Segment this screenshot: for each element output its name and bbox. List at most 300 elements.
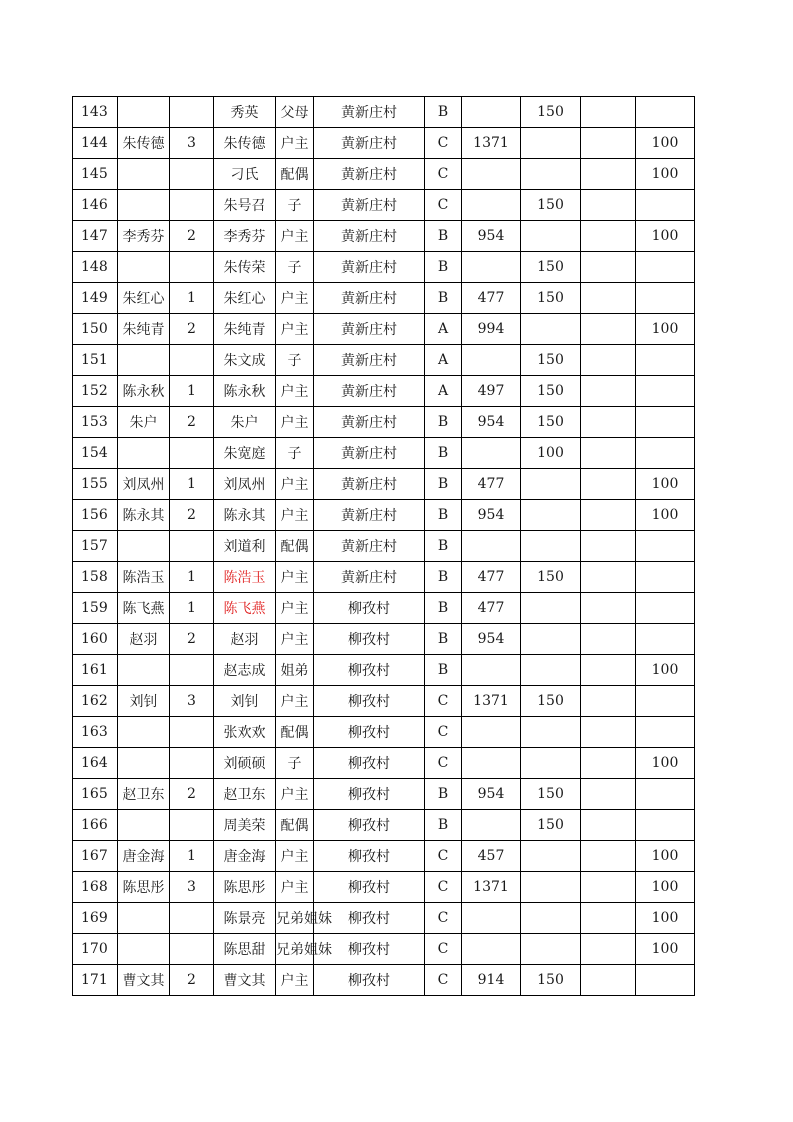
village-cell: 黄新庄村 <box>314 190 425 221</box>
grade-cell: C <box>425 717 462 748</box>
relationship-cell: 户主 <box>276 128 314 159</box>
member-name-cell: 唐金海 <box>214 841 276 872</box>
subsidy-150-cell: 150 <box>521 810 581 841</box>
subsidy-100-cell <box>636 965 695 996</box>
column-10-cell <box>581 190 636 221</box>
row-number-cell: 159 <box>73 593 118 624</box>
household-head-cell: 赵卫东 <box>118 779 170 810</box>
subsidy-100-cell: 100 <box>636 748 695 779</box>
amount-cell: 477 <box>462 593 521 624</box>
member-name-cell: 赵卫东 <box>214 779 276 810</box>
subsidy-100-cell <box>636 593 695 624</box>
row-number-cell: 145 <box>73 159 118 190</box>
member-count-cell <box>170 655 214 686</box>
table-row <box>73 469 695 500</box>
grade-cell: B <box>425 624 462 655</box>
household-head-cell <box>118 97 170 128</box>
member-count-cell: 2 <box>170 965 214 996</box>
row-number-cell: 170 <box>73 934 118 965</box>
subsidy-100-cell <box>636 438 695 469</box>
subsidy-100-cell: 100 <box>636 903 695 934</box>
amount-cell: 477 <box>462 283 521 314</box>
member-name-cell: 刘道利 <box>214 531 276 562</box>
member-name-cell: 刁氏 <box>214 159 276 190</box>
amount-cell <box>462 97 521 128</box>
grade-cell: B <box>425 531 462 562</box>
member-name-cell: 赵志成 <box>214 655 276 686</box>
column-10-cell <box>581 221 636 252</box>
column-10-cell <box>581 748 636 779</box>
household-head-cell: 刘钊 <box>118 686 170 717</box>
grade-cell: B <box>425 438 462 469</box>
subsidy-100-cell <box>636 97 695 128</box>
household-head-cell: 朱户 <box>118 407 170 438</box>
village-cell: 黄新庄村 <box>314 159 425 190</box>
member-count-cell: 3 <box>170 686 214 717</box>
relationship-cell: 户主 <box>276 407 314 438</box>
row-number-cell: 168 <box>73 872 118 903</box>
table-row <box>73 841 695 872</box>
column-10-cell <box>581 438 636 469</box>
subsidy-100-cell <box>636 283 695 314</box>
column-10-cell <box>581 562 636 593</box>
table-row <box>73 97 695 128</box>
village-cell: 柳孜村 <box>314 965 425 996</box>
relationship-cell: 户主 <box>276 469 314 500</box>
table-row <box>73 221 695 252</box>
table-row <box>73 965 695 996</box>
subsidy-150-cell <box>521 717 581 748</box>
household-head-cell <box>118 655 170 686</box>
subsidy-150-cell <box>521 748 581 779</box>
village-cell: 黄新庄村 <box>314 531 425 562</box>
subsidy-100-cell: 100 <box>636 469 695 500</box>
row-number-cell: 155 <box>73 469 118 500</box>
table-row <box>73 500 695 531</box>
member-count-cell: 2 <box>170 221 214 252</box>
member-count-cell: 1 <box>170 283 214 314</box>
table-row <box>73 314 695 345</box>
grade-cell: C <box>425 748 462 779</box>
subsidy-150-cell: 150 <box>521 97 581 128</box>
subsidy-100-cell: 100 <box>636 159 695 190</box>
amount-cell <box>462 252 521 283</box>
table-row <box>73 717 695 748</box>
village-cell: 黄新庄村 <box>314 376 425 407</box>
row-number-cell: 166 <box>73 810 118 841</box>
village-cell: 黄新庄村 <box>314 407 425 438</box>
table-row <box>73 934 695 965</box>
relationship-cell: 户主 <box>276 686 314 717</box>
village-cell: 柳孜村 <box>314 903 425 934</box>
village-cell: 黄新庄村 <box>314 345 425 376</box>
amount-cell <box>462 655 521 686</box>
row-number-cell: 152 <box>73 376 118 407</box>
table-row <box>73 407 695 438</box>
subsidy-100-cell: 100 <box>636 128 695 159</box>
grade-cell: C <box>425 965 462 996</box>
subsidy-100-cell: 100 <box>636 934 695 965</box>
table-row <box>73 562 695 593</box>
table-row <box>73 438 695 469</box>
subsidy-150-cell: 150 <box>521 686 581 717</box>
row-number-cell: 158 <box>73 562 118 593</box>
subsidy-150-cell <box>521 500 581 531</box>
household-head-cell: 朱传德 <box>118 128 170 159</box>
member-name-cell: 朱号召 <box>214 190 276 221</box>
row-number-cell: 169 <box>73 903 118 934</box>
amount-cell <box>462 717 521 748</box>
row-number-cell: 165 <box>73 779 118 810</box>
household-head-cell <box>118 903 170 934</box>
member-name-cell: 刘凤州 <box>214 469 276 500</box>
relationship-cell: 户主 <box>276 624 314 655</box>
member-name-cell: 朱宽庭 <box>214 438 276 469</box>
subsidy-150-cell <box>521 159 581 190</box>
amount-cell <box>462 438 521 469</box>
subsidy-100-cell <box>636 407 695 438</box>
member-count-cell: 2 <box>170 779 214 810</box>
member-count-cell <box>170 345 214 376</box>
column-10-cell <box>581 655 636 686</box>
member-count-cell: 1 <box>170 593 214 624</box>
grade-cell: A <box>425 376 462 407</box>
table-row <box>73 903 695 934</box>
village-cell: 黄新庄村 <box>314 97 425 128</box>
subsidy-150-cell: 150 <box>521 407 581 438</box>
column-10-cell <box>581 252 636 283</box>
amount-cell <box>462 159 521 190</box>
amount-cell <box>462 345 521 376</box>
household-table <box>72 96 695 996</box>
column-10-cell <box>581 531 636 562</box>
row-number-cell: 156 <box>73 500 118 531</box>
relationship-cell: 户主 <box>276 779 314 810</box>
table-row <box>73 252 695 283</box>
column-10-cell <box>581 593 636 624</box>
grade-cell: B <box>425 283 462 314</box>
column-10-cell <box>581 500 636 531</box>
amount-cell: 457 <box>462 841 521 872</box>
member-name-cell: 陈永秋 <box>214 376 276 407</box>
grade-cell: B <box>425 562 462 593</box>
grade-cell: B <box>425 779 462 810</box>
relationship-cell: 配偶 <box>276 810 314 841</box>
row-number-cell: 146 <box>73 190 118 221</box>
member-count-cell: 3 <box>170 872 214 903</box>
subsidy-150-cell <box>521 872 581 903</box>
table-row <box>73 810 695 841</box>
column-10-cell <box>581 810 636 841</box>
relationship-cell: 户主 <box>276 841 314 872</box>
relationship-cell: 户主 <box>276 376 314 407</box>
grade-cell: C <box>425 841 462 872</box>
row-number-cell: 167 <box>73 841 118 872</box>
member-name-cell: 朱传德 <box>214 128 276 159</box>
village-cell: 柳孜村 <box>314 934 425 965</box>
subsidy-150-cell: 100 <box>521 438 581 469</box>
row-number-cell: 150 <box>73 314 118 345</box>
row-number-cell: 154 <box>73 438 118 469</box>
member-name-cell: 刘硕硕 <box>214 748 276 779</box>
subsidy-150-cell <box>521 221 581 252</box>
grade-cell: B <box>425 252 462 283</box>
table-row <box>73 655 695 686</box>
relationship-cell: 户主 <box>276 314 314 345</box>
village-cell: 黄新庄村 <box>314 283 425 314</box>
table-row <box>73 624 695 655</box>
row-number-cell: 157 <box>73 531 118 562</box>
column-10-cell <box>581 686 636 717</box>
subsidy-150-cell <box>521 314 581 345</box>
relationship-cell: 配偶 <box>276 531 314 562</box>
member-name-cell: 周美荣 <box>214 810 276 841</box>
subsidy-100-cell <box>636 190 695 221</box>
household-head-cell <box>118 748 170 779</box>
amount-cell <box>462 810 521 841</box>
amount-cell <box>462 903 521 934</box>
amount-cell: 1371 <box>462 128 521 159</box>
table-row <box>73 686 695 717</box>
column-10-cell <box>581 407 636 438</box>
row-number-cell: 160 <box>73 624 118 655</box>
amount-cell: 497 <box>462 376 521 407</box>
subsidy-150-cell <box>521 841 581 872</box>
member-name-cell: 曹文其 <box>214 965 276 996</box>
subsidy-150-cell <box>521 593 581 624</box>
relationship-cell: 配偶 <box>276 159 314 190</box>
amount-cell <box>462 934 521 965</box>
subsidy-100-cell: 100 <box>636 841 695 872</box>
column-10-cell <box>581 376 636 407</box>
member-name-cell: 陈永其 <box>214 500 276 531</box>
amount-cell: 954 <box>462 221 521 252</box>
amount-cell <box>462 190 521 221</box>
table-row <box>73 593 695 624</box>
relationship-cell: 子 <box>276 748 314 779</box>
member-name-cell: 陈思甜 <box>214 934 276 965</box>
row-number-cell: 151 <box>73 345 118 376</box>
amount-cell <box>462 748 521 779</box>
relationship-cell: 子 <box>276 190 314 221</box>
member-count-cell <box>170 903 214 934</box>
row-number-cell: 143 <box>73 97 118 128</box>
member-name-cell: 朱红心 <box>214 283 276 314</box>
column-10-cell <box>581 345 636 376</box>
household-head-cell: 李秀芬 <box>118 221 170 252</box>
household-head-cell <box>118 438 170 469</box>
member-name-cell: 陈浩玉 <box>214 562 276 593</box>
amount-cell <box>462 531 521 562</box>
amount-cell: 914 <box>462 965 521 996</box>
column-10-cell <box>581 717 636 748</box>
member-count-cell: 1 <box>170 469 214 500</box>
household-head-cell: 陈飞燕 <box>118 593 170 624</box>
column-10-cell <box>581 934 636 965</box>
member-count-cell: 3 <box>170 128 214 159</box>
grade-cell: C <box>425 159 462 190</box>
column-10-cell <box>581 903 636 934</box>
grade-cell: B <box>425 221 462 252</box>
subsidy-100-cell <box>636 686 695 717</box>
grade-cell: B <box>425 97 462 128</box>
grade-cell: B <box>425 593 462 624</box>
relationship-cell: 户主 <box>276 500 314 531</box>
household-head-cell: 朱纯青 <box>118 314 170 345</box>
member-name-cell: 朱户 <box>214 407 276 438</box>
subsidy-150-cell: 150 <box>521 190 581 221</box>
member-name-cell: 赵羽 <box>214 624 276 655</box>
household-head-cell <box>118 190 170 221</box>
table-row <box>73 872 695 903</box>
household-head-cell: 陈永其 <box>118 500 170 531</box>
grade-cell: B <box>425 407 462 438</box>
member-count-cell <box>170 97 214 128</box>
subsidy-150-cell: 150 <box>521 345 581 376</box>
row-number-cell: 147 <box>73 221 118 252</box>
grade-cell: A <box>425 345 462 376</box>
member-count-cell <box>170 190 214 221</box>
member-name-cell: 朱传荣 <box>214 252 276 283</box>
column-10-cell <box>581 97 636 128</box>
column-10-cell <box>581 159 636 190</box>
subsidy-100-cell <box>636 531 695 562</box>
village-cell: 黄新庄村 <box>314 438 425 469</box>
column-10-cell <box>581 841 636 872</box>
member-name-cell: 陈景亮 <box>214 903 276 934</box>
subsidy-100-cell <box>636 376 695 407</box>
amount-cell: 1371 <box>462 686 521 717</box>
member-count-cell <box>170 531 214 562</box>
relationship-cell: 户主 <box>276 283 314 314</box>
subsidy-100-cell: 100 <box>636 655 695 686</box>
member-name-cell: 陈思彤 <box>214 872 276 903</box>
relationship-cell: 姐弟 <box>276 655 314 686</box>
subsidy-150-cell: 150 <box>521 965 581 996</box>
subsidy-150-cell: 150 <box>521 376 581 407</box>
subsidy-150-cell <box>521 624 581 655</box>
grade-cell: A <box>425 314 462 345</box>
village-cell: 黄新庄村 <box>314 314 425 345</box>
column-10-cell <box>581 872 636 903</box>
household-head-cell: 陈浩玉 <box>118 562 170 593</box>
village-cell: 柳孜村 <box>314 872 425 903</box>
row-number-cell: 144 <box>73 128 118 159</box>
subsidy-100-cell <box>636 810 695 841</box>
row-number-cell: 163 <box>73 717 118 748</box>
subsidy-100-cell: 100 <box>636 221 695 252</box>
household-head-cell: 陈永秋 <box>118 376 170 407</box>
relationship-cell: 户主 <box>276 221 314 252</box>
subsidy-100-cell <box>636 562 695 593</box>
relationship-cell: 户主 <box>276 562 314 593</box>
member-name-cell: 秀英 <box>214 97 276 128</box>
column-10-cell <box>581 469 636 500</box>
member-count-cell <box>170 748 214 779</box>
amount-cell: 954 <box>462 407 521 438</box>
village-cell: 柳孜村 <box>314 655 425 686</box>
row-number-cell: 153 <box>73 407 118 438</box>
table-body <box>73 97 695 996</box>
grade-cell: C <box>425 190 462 221</box>
member-count-cell <box>170 810 214 841</box>
member-name-cell: 朱文成 <box>214 345 276 376</box>
subsidy-150-cell: 150 <box>521 252 581 283</box>
subsidy-100-cell <box>636 624 695 655</box>
row-number-cell: 149 <box>73 283 118 314</box>
member-count-cell <box>170 159 214 190</box>
column-10-cell <box>581 283 636 314</box>
member-count-cell: 2 <box>170 407 214 438</box>
member-count-cell: 1 <box>170 841 214 872</box>
subsidy-150-cell <box>521 655 581 686</box>
subsidy-150-cell: 150 <box>521 779 581 810</box>
table-row <box>73 779 695 810</box>
row-number-cell: 164 <box>73 748 118 779</box>
village-cell: 黄新庄村 <box>314 128 425 159</box>
amount-cell: 994 <box>462 314 521 345</box>
household-head-cell: 曹文其 <box>118 965 170 996</box>
table-row <box>73 376 695 407</box>
subsidy-150-cell <box>521 469 581 500</box>
member-count-cell: 1 <box>170 562 214 593</box>
subsidy-100-cell: 100 <box>636 872 695 903</box>
household-head-cell <box>118 345 170 376</box>
table-row <box>73 345 695 376</box>
subsidy-150-cell <box>521 934 581 965</box>
grade-cell: B <box>425 655 462 686</box>
relationship-cell: 户主 <box>276 872 314 903</box>
village-cell: 黄新庄村 <box>314 252 425 283</box>
member-name-cell: 朱纯青 <box>214 314 276 345</box>
grade-cell: C <box>425 934 462 965</box>
relationship-cell: 子 <box>276 438 314 469</box>
household-head-cell: 赵羽 <box>118 624 170 655</box>
village-cell: 柳孜村 <box>314 624 425 655</box>
subsidy-100-cell <box>636 252 695 283</box>
member-count-cell: 2 <box>170 314 214 345</box>
household-head-cell <box>118 810 170 841</box>
member-count-cell <box>170 438 214 469</box>
village-cell: 柳孜村 <box>314 748 425 779</box>
relationship-cell: 户主 <box>276 593 314 624</box>
subsidy-150-cell <box>521 531 581 562</box>
subsidy-100-cell: 100 <box>636 500 695 531</box>
member-count-cell: 2 <box>170 624 214 655</box>
grade-cell: C <box>425 128 462 159</box>
subsidy-150-cell <box>521 128 581 159</box>
row-number-cell: 162 <box>73 686 118 717</box>
village-cell: 柳孜村 <box>314 686 425 717</box>
relationship-cell: 子 <box>276 345 314 376</box>
subsidy-100-cell <box>636 717 695 748</box>
grade-cell: B <box>425 810 462 841</box>
village-cell: 黄新庄村 <box>314 500 425 531</box>
table-row <box>73 159 695 190</box>
subsidy-150-cell: 150 <box>521 562 581 593</box>
grade-cell: B <box>425 500 462 531</box>
household-head-cell <box>118 252 170 283</box>
village-cell: 柳孜村 <box>314 779 425 810</box>
grade-cell: C <box>425 686 462 717</box>
column-10-cell <box>581 624 636 655</box>
village-cell: 黄新庄村 <box>314 562 425 593</box>
row-number-cell: 171 <box>73 965 118 996</box>
subsidy-100-cell <box>636 779 695 810</box>
subsidy-100-cell: 100 <box>636 314 695 345</box>
village-cell: 柳孜村 <box>314 593 425 624</box>
amount-cell: 954 <box>462 624 521 655</box>
